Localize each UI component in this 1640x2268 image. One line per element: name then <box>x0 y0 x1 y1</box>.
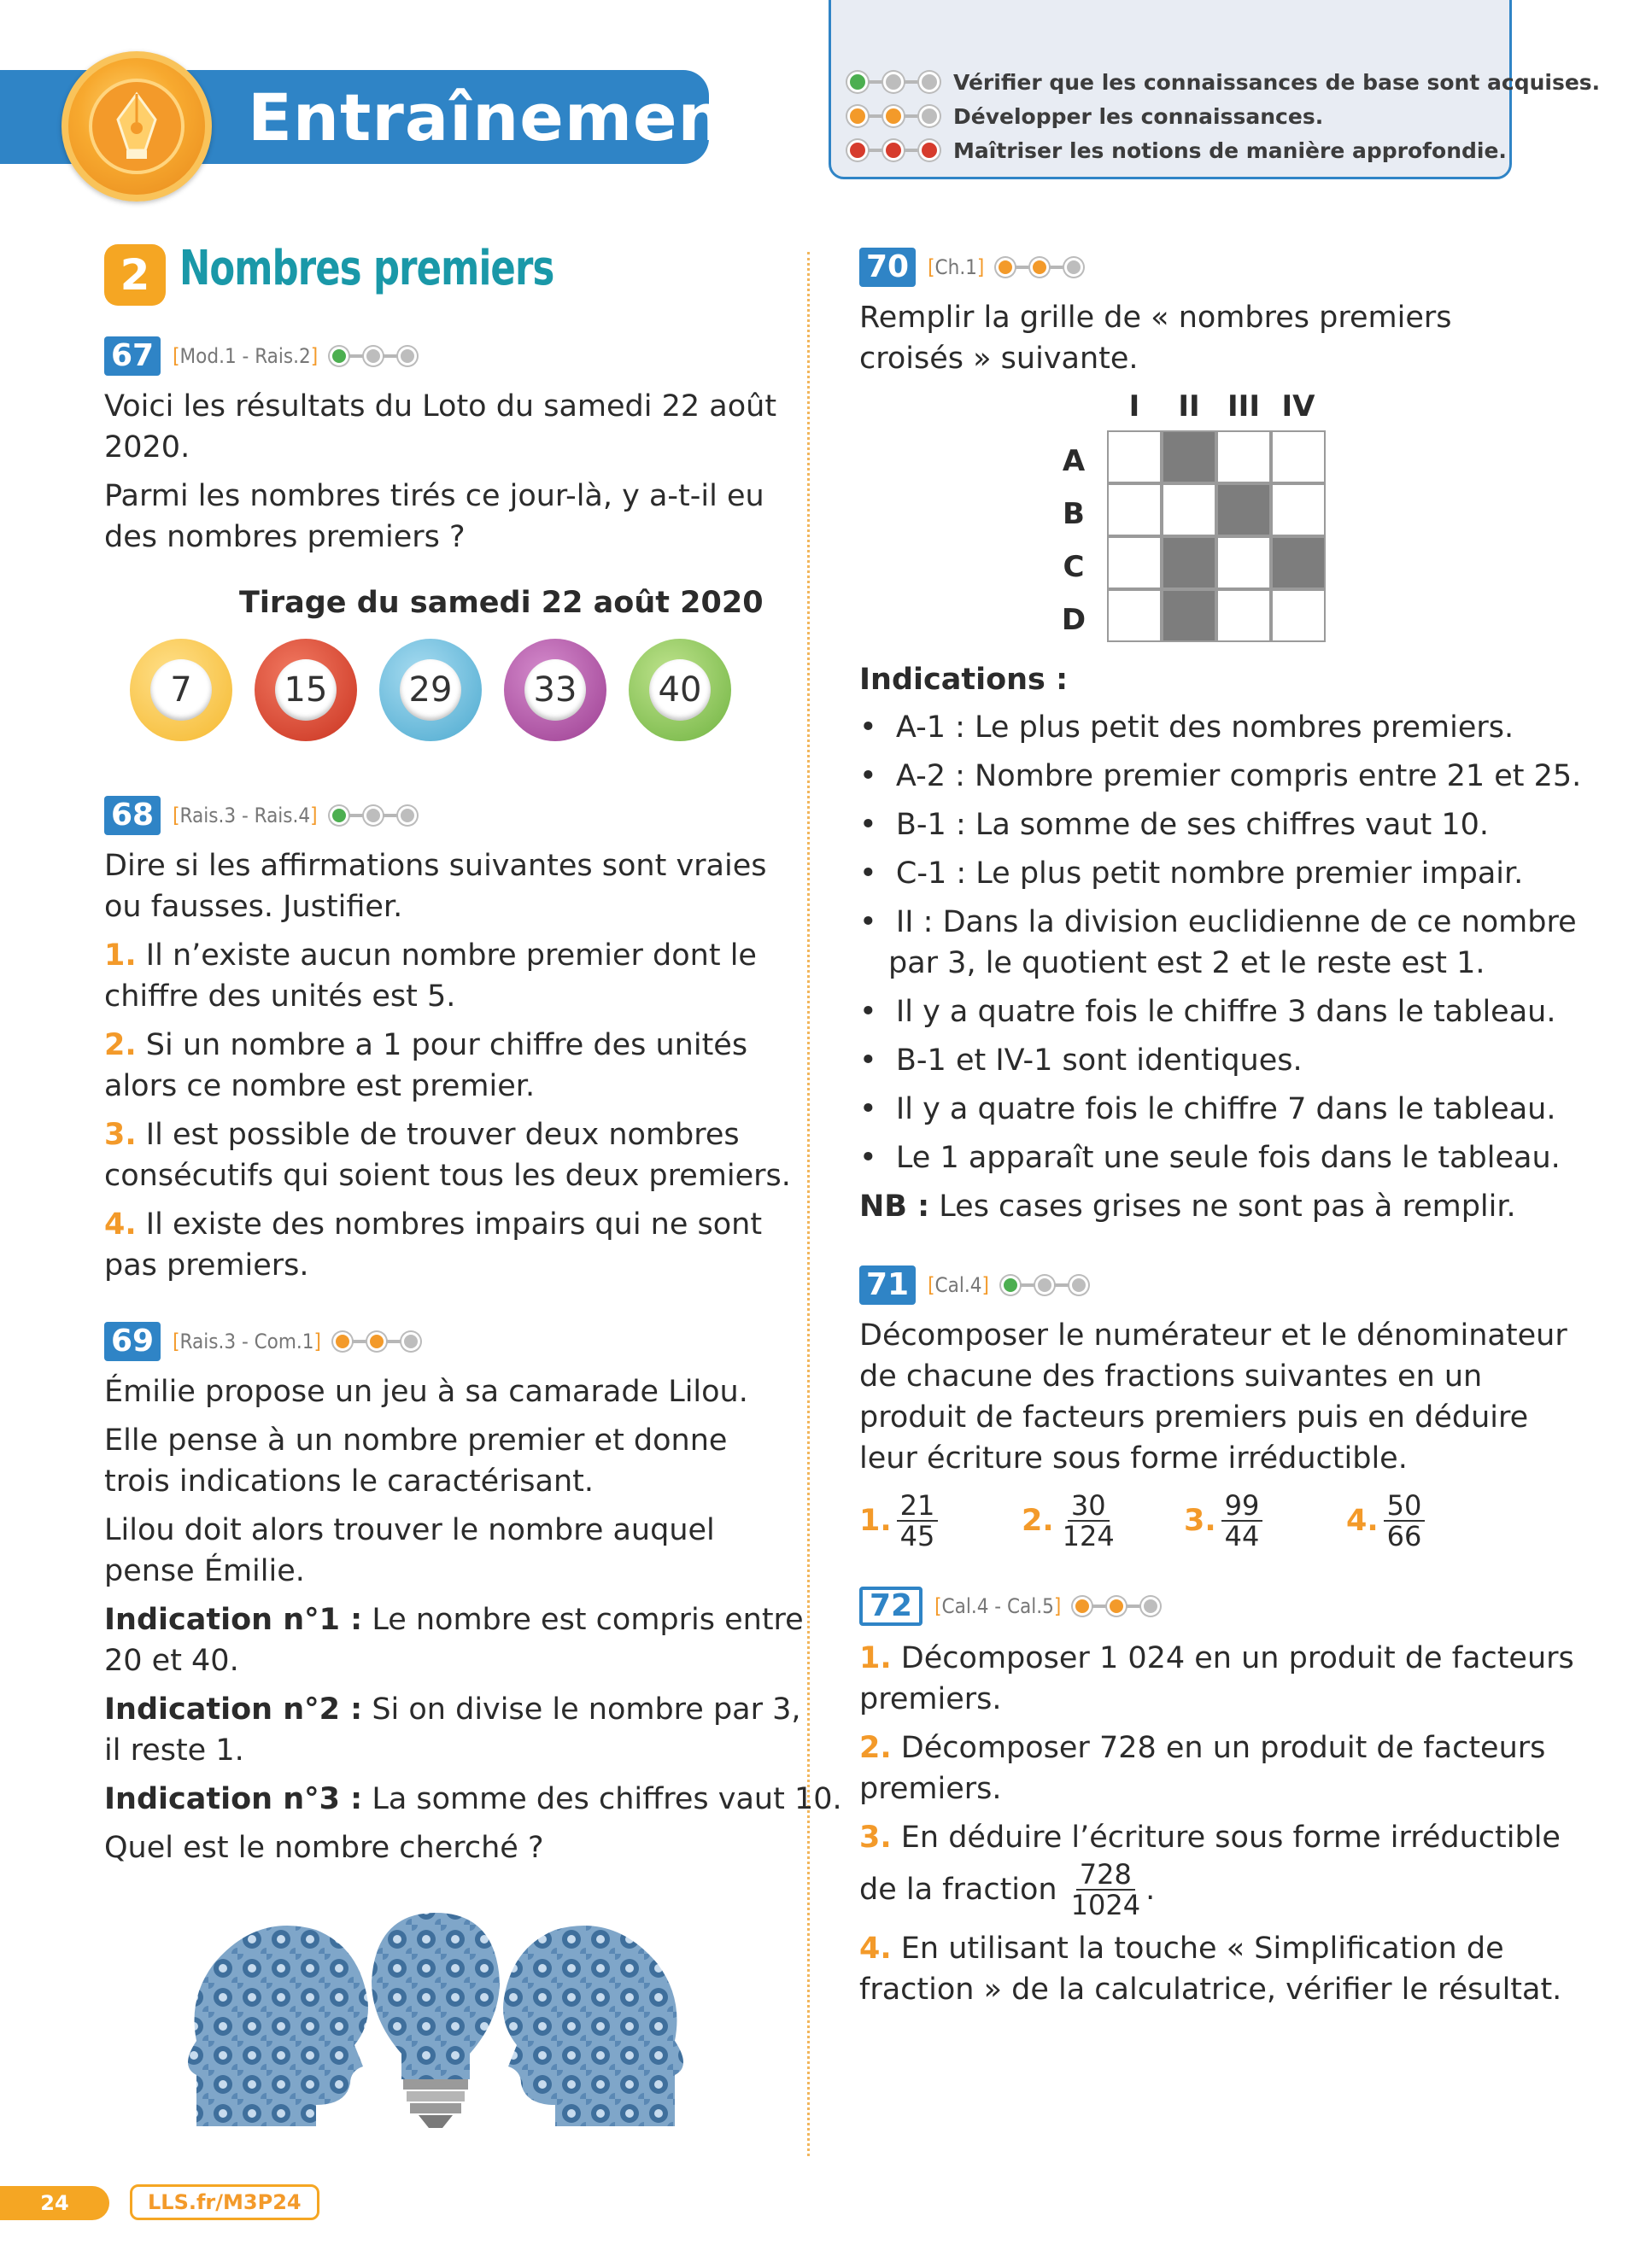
grid-cell <box>1216 430 1271 483</box>
grid-cell-grey <box>1162 589 1216 642</box>
grid-row-label: A <box>1062 444 1086 478</box>
exercise-number: 71 <box>859 1266 916 1305</box>
exercise-number: 72 <box>859 1587 922 1626</box>
grid-cell <box>1162 483 1216 536</box>
text-line: des nombres premiers ? <box>104 520 466 554</box>
legend-row-level-1 <box>847 67 1600 97</box>
section-title: Nombres premiers <box>179 241 554 296</box>
list-item: 1. Il n’existe aucun nombre premier dont le <box>104 938 757 973</box>
text-line: Décomposer le numérateur et le dénominateur <box>859 1318 1567 1353</box>
exercise-68-header <box>104 796 417 835</box>
grid-cell <box>1107 536 1162 589</box>
grid-cell <box>1107 589 1162 642</box>
page-title: Entraînement <box>248 79 757 155</box>
difficulty-level-1-icon <box>1001 1276 1088 1295</box>
text-line: trois indications le caractérisant. <box>104 1464 594 1499</box>
page-number: 24 <box>0 2186 109 2220</box>
text-line: Dire si les affirmations suivantes sont vraies <box>104 849 767 883</box>
list-item: 2. Décomposer 728 en un produit de facteurs <box>859 1731 1546 1765</box>
loto-ball: 33 <box>504 639 606 741</box>
list-item: 4. Il existe des nombres impairs qui ne sont <box>104 1207 763 1242</box>
list-item-cont: premiers. <box>859 1682 1002 1716</box>
exercise-71-header <box>859 1266 1088 1305</box>
grid-cell-grey <box>1162 430 1216 483</box>
text-line: Remplir la grille de « nombres premiers <box>859 301 1452 335</box>
grid-cell-grey <box>1271 536 1326 589</box>
exercise-number: 69 <box>104 1322 161 1361</box>
page-link[interactable]: LLS.fr/M3P24 <box>130 2184 319 2220</box>
exercise-skills: [Ch.1] <box>928 255 985 279</box>
text-line: il reste 1. <box>104 1733 244 1768</box>
text-line: Lilou doit alors trouver le nombre auquel <box>104 1513 715 1547</box>
section-number: 2 <box>104 244 166 306</box>
list-item-cont: alors ce nombre est premier. <box>104 1069 536 1103</box>
exercise-skills: [Mod.1 - Rais.2] <box>173 344 319 368</box>
bullet-item-cont: par 3, le quotient est 2 et le reste est 1. <box>888 946 1485 980</box>
indication-3: Indication n°3 : La somme des chiffres vaut 10. <box>104 1782 842 1816</box>
medal-inner <box>89 79 184 174</box>
bullet-item: • A-1 : Le plus petit des nombres premiers. <box>859 710 1514 745</box>
grid-cell <box>1216 589 1271 642</box>
exercise-72-header <box>859 1587 1160 1626</box>
bullet-item: • II : Dans la division euclidienne de ce nombre <box>859 905 1577 939</box>
list-item: 3. En déduire l’écriture sous forme irréductible <box>859 1821 1561 1855</box>
legend-text: Vérifier que les connaissances de base sont acquises. <box>953 69 1601 95</box>
exercise-number: 68 <box>104 796 161 835</box>
difficulty-level-2-icon <box>333 1332 420 1351</box>
list-item: 4. En utilisant la touche « Simplification de <box>859 1932 1504 1966</box>
fraction-728-1024: $\frac{728}{1024}$ <box>1070 1858 1141 1921</box>
list-item: 3. Il est possible de trouver deux nombres <box>104 1118 740 1152</box>
grid-col-label: III <box>1227 389 1260 424</box>
fraction-item: 3. $\frac{99}{44}$ <box>1184 1491 1262 1551</box>
text-line: produit de facteurs premiers puis en déduire <box>859 1400 1529 1435</box>
difficulty-level-1-icon <box>330 347 417 365</box>
text-line: leur écriture sous forme irréductible. <box>859 1441 1408 1476</box>
legend-row-level-2 <box>847 101 1323 132</box>
grid-cell <box>1271 483 1326 536</box>
indication-1: Indication n°1 : Le nombre est compris entre <box>104 1603 804 1637</box>
list-item-cont: fraction » de la calculatrice, vérifier le résultat. <box>859 1973 1562 2007</box>
loto-ball: 7 <box>130 639 232 741</box>
exercise-skills: [Rais.3 - Rais.4] <box>173 804 318 827</box>
exercise-67-header <box>104 336 417 376</box>
bullet-item: • B-1 : La somme de ses chiffres vaut 10. <box>859 808 1490 842</box>
gear-heads-illustration <box>179 1896 692 2135</box>
loto-ball: 29 <box>379 639 482 741</box>
column-divider <box>807 252 810 2156</box>
loto-title: Tirage du samedi 22 août 2020 <box>239 586 764 620</box>
grid-col-label: IV <box>1281 389 1315 424</box>
list-item-cont: consécutifs qui soient tous les deux premiers. <box>104 1159 791 1193</box>
text-line: 2020. <box>104 430 190 465</box>
list-item-cont: pas premiers. <box>104 1248 309 1283</box>
exercise-skills: [Cal.4 - Cal.5] <box>934 1594 1062 1618</box>
list-item-cont: chiffre des unités est 5. <box>104 979 456 1014</box>
indications-title: Indications : <box>859 663 1069 697</box>
difficulty-level-1-icon <box>330 806 417 825</box>
fraction-item: 1. $\frac{21}{45}$ <box>859 1491 938 1551</box>
legend-text: Développer les connaissances. <box>953 103 1324 129</box>
grid-cell-grey <box>1162 536 1216 589</box>
bullet-item: • Il y a quatre fois le chiffre 7 dans le tableau. <box>859 1092 1556 1126</box>
text-line: Elle pense à un nombre premier et donne <box>104 1423 728 1458</box>
indication-2: Indication n°2 : Si on divise le nombre par 3, <box>104 1692 801 1727</box>
text-line: Voici les résultats du Loto du samedi 22 août <box>104 389 777 424</box>
grid-cell <box>1216 536 1271 589</box>
grid-cell <box>1271 430 1326 483</box>
text-line: pense Émilie. <box>104 1554 305 1588</box>
bullet-item: • B-1 et IV-1 sont identiques. <box>859 1043 1303 1078</box>
grid-row-label: B <box>1063 497 1085 531</box>
exercise-70-header <box>859 248 1083 287</box>
difficulty-level-2-icon <box>996 258 1083 277</box>
nb-note: NB : Les cases grises ne sont pas à remplir. <box>859 1190 1516 1224</box>
loto-ball: 40 <box>629 639 731 741</box>
exercise-skills: [Cal.4] <box>928 1273 989 1297</box>
list-item: 1. Décomposer 1 024 en un produit de facteurs <box>859 1641 1574 1675</box>
legend-row-level-3 <box>847 135 1507 166</box>
fraction-item: 4. $\frac{50}{66}$ <box>1346 1491 1425 1551</box>
exercise-skills: [Rais.3 - Com.1] <box>173 1330 321 1353</box>
exercise-69-header <box>104 1322 420 1361</box>
text-line: de chacune des fractions suivantes en un <box>859 1359 1483 1394</box>
list-item-cont: de la fraction $\frac{728}{1024}$ . <box>859 1858 1156 1921</box>
text-line: croisés » suivante. <box>859 342 1139 376</box>
grid-cell <box>1107 430 1162 483</box>
bullet-item: • A-2 : Nombre premier compris entre 21 et 25. <box>859 759 1582 793</box>
fraction-item: 2. $\frac{30}{124}$ <box>1022 1489 1115 1552</box>
grid-cell-grey <box>1216 483 1271 536</box>
bullet-item: • Il y a quatre fois le chiffre 3 dans le tableau. <box>859 995 1556 1029</box>
question: Quel est le nombre cherché ? <box>104 1831 544 1865</box>
text-line: ou fausses. Justifier. <box>104 890 403 924</box>
grid-col-label: II <box>1178 389 1200 424</box>
grid-col-label: I <box>1128 389 1140 424</box>
bullet-item: • Le 1 apparaît une seule fois dans le tableau. <box>859 1141 1561 1175</box>
list-item: 2. Si un nombre a 1 pour chiffre des unités <box>104 1028 748 1062</box>
difficulty-level-2-icon <box>1073 1597 1160 1616</box>
pen-nib-icon <box>92 82 181 171</box>
bullet-item: • C-1 : Le plus petit nombre premier impair. <box>859 856 1524 891</box>
legend-text: Maîtriser les notions de manière approfondie. <box>953 137 1507 163</box>
grid-cell <box>1107 483 1162 536</box>
grid-cell <box>1271 589 1326 642</box>
list-item-cont: premiers. <box>859 1772 1002 1806</box>
grid-row-label: D <box>1061 603 1086 637</box>
exercise-number: 67 <box>104 336 161 376</box>
exercise-number: 70 <box>859 248 916 287</box>
grid-row-label: C <box>1063 550 1085 584</box>
text-line: Émilie propose un jeu à sa camarade Lilou. <box>104 1375 748 1409</box>
loto-ball: 15 <box>255 639 357 741</box>
text-line: Parmi les nombres tirés ce jour-là, y a-t-il eu <box>104 479 764 513</box>
text-line: 20 et 40. <box>104 1644 239 1678</box>
